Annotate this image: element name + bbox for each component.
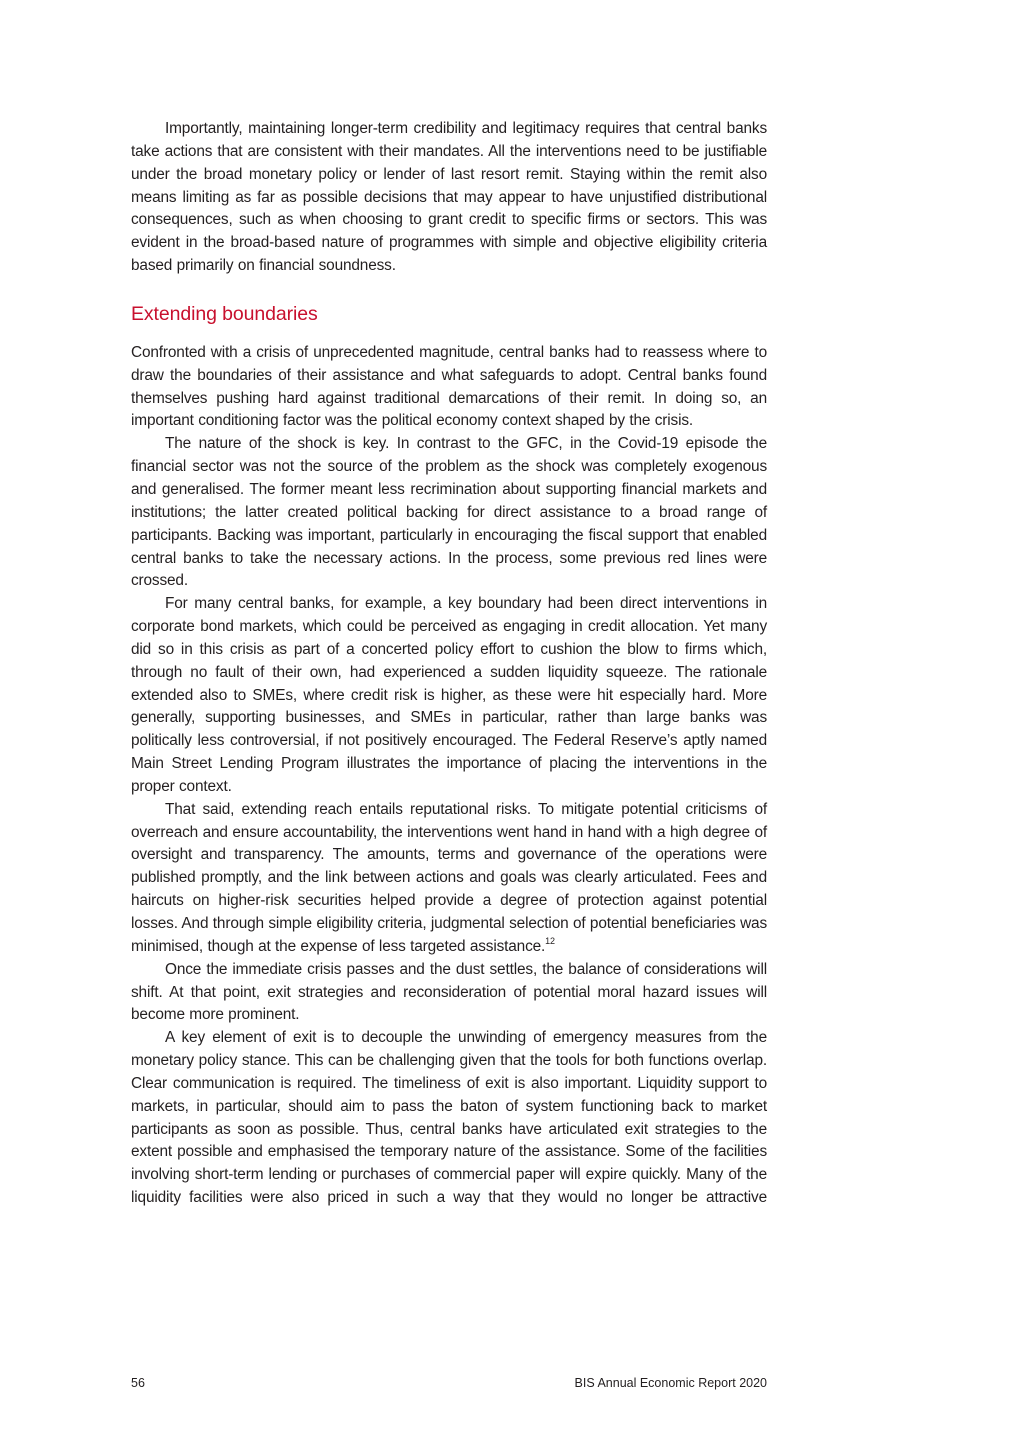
section-paragraph-4-text: That said, extending reach entails reputational risks. To mitigate potential criticisms of overreach and ensure accountability, the interventions went hand in hand with a high degree of oversight and transparency. The amounts, terms and governance of the operations were published promptly, and the link between actions and goals was clearly articulated. Fees and haircuts on higher-risk securities helped provide a degree of protection against potential losses. And through simple eligibility criteria, judgmental selection of potential beneficiaries was minimised, though at the expense of less targeted assistance.	[131, 800, 767, 955]
section-paragraph-2: The nature of the shock is key. In contrast to the GFC, in the Covid-19 episode the financial sector was not the source of the problem as the shock was completely exogenous and generalised. The former meant less recrimination about supporting financial markets and institutions; the latter created political backing for direct assistance to a broad range of participants. Backing was important, particularly in encouraging the fiscal support that enabled central banks to take the necessary actions. In the process, some previous red lines were crossed.	[131, 435, 767, 590]
section-heading: Extending boundaries	[131, 302, 318, 325]
section-paragraph-6: A key element of exit is to decouple the unwinding of emergency measures from the monetary policy stance. This can be challenging given that the tools for both functions overlap. Clear communication is required. The timeliness of exit is also important. Liquidity support to markets, in particular, should aim to pass the baton of system functioning back to market participants as soon as possible. Thus, central banks have articulated exit strategies to the extent possible and emphasised the temporary nature of the assistance. Some of the facilities involving short-term lending or purchases of commercial paper will expire quickly. Many of the liquidity facilities were also priced in such a way that they would no longer be attractive	[131, 1029, 767, 1207]
page-number: 56	[131, 1376, 145, 1390]
page-body	[131, 118, 767, 1210]
opening-paragraph: Importantly, maintaining longer-term credibility and legitimacy requires that central banks take actions that are consistent with their mandates. All the interventions need to be justifiable under the broad monetary policy or lender of last resort remit. Staying within the remit also means limiting as far as possible decisions that may appear to have unjustified distributional consequences, such as when choosing to grant credit to specific firms or sectors. This was evident in the broad-based nature of programmes with simple and objective eligibility criteria based primarily on financial soundness.	[131, 120, 767, 275]
section-paragraph-3: For many central banks, for example, a key boundary had been direct interventions in corporate bond markets, which could be perceived as engaging in credit allocation. Yet many did so in this crisis as part of a concerted policy effort to cushion the blow to firms which, through no fault of their own, had experienced a sudden liquidity squeeze. The rationale extended also to SMEs, where credit risk is higher, as these were hit especially hard. More generally, supporting businesses, and SMEs in particular, rather than large banks was politically less controversial, if not positively encouraged. The Federal Reserve’s aptly named Main Street Lending Program illustrates the importance of placing the interventions in the proper context.	[131, 595, 767, 795]
section-paragraph-5: Once the immediate crisis passes and the dust settles, the balance of considerations will shift. At that point, exit strategies and reconsideration of potential moral hazard issues will become more prominent.	[131, 960, 767, 1024]
section-paragraph-4	[131, 799, 767, 959]
footnote-marker[interactable]: 12	[545, 935, 555, 946]
section-paragraph-1: Confronted with a crisis of unprecedented magnitude, central banks had to reassess where to draw the boundaries of their assistance and what safeguards to adopt. Central banks found themselves pushing hard against traditional demarcations of their remit. In doing so, an important conditioning factor was the political economy context shaped by the crisis.	[131, 343, 767, 430]
report-title: BIS Annual Economic Report 2020	[574, 1376, 767, 1390]
